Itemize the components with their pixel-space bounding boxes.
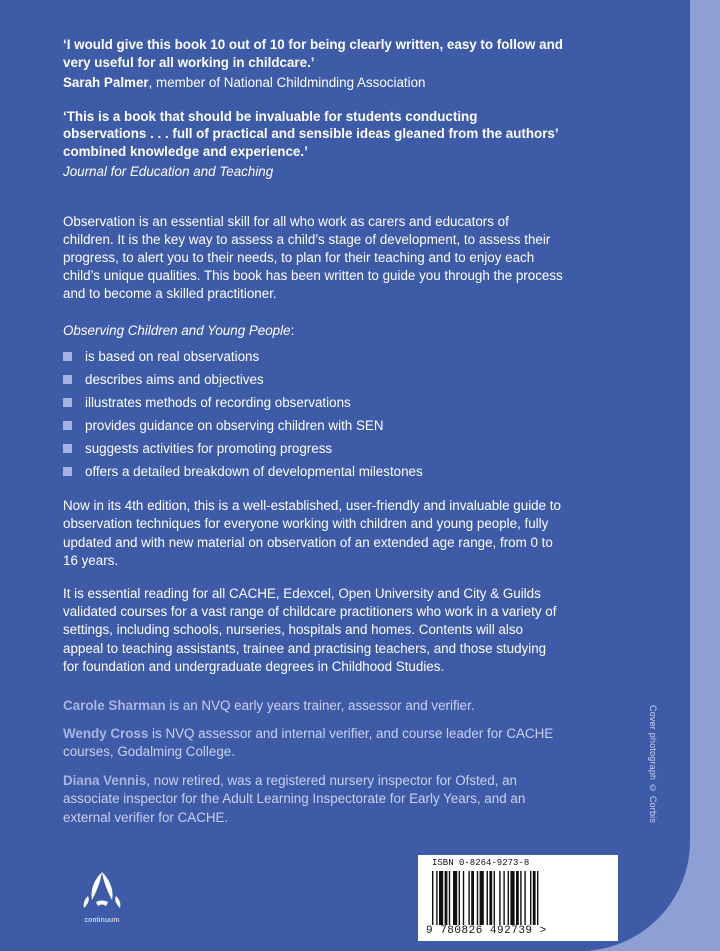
- author-bio-text: , now retired, was a registered nursery inspector for Ofsted, an associate inspector for the Adult Learning Inspectorate for Early Years, and an external verifier for CACHE.: [63, 772, 526, 825]
- list-item-text: provides guidance on observing children with SEN: [85, 418, 384, 434]
- quote-1-name: Sarah Palmer: [63, 75, 149, 90]
- square-bullet-icon: [63, 421, 72, 430]
- list-item: [63, 460, 563, 483]
- book-title: Observing Children and Young People: [63, 322, 291, 338]
- quote-1-attribution: [63, 74, 563, 92]
- list-item: [63, 391, 563, 414]
- intro-paragraph: Observation is an essential skill for all who work as carers and educators of children. It is the key way to assess a child’s stage of development, to assess their progress, to alert you to their needs, to plan for their teaching and to enjoy each child’s unique qualities. This book has been written to guide you through the process and to become a skilled practitioner.: [63, 213, 563, 302]
- author-bio-text: is an NVQ early years trainer, assessor and verifier.: [165, 697, 475, 713]
- author-bio-text: is NVQ assessor and internal verifier, and course leader for CACHE courses, Godalming College.: [63, 726, 554, 760]
- list-item-text: is based on real observations: [85, 349, 260, 365]
- square-bullet-icon: [63, 467, 72, 476]
- author-name: Carole Sharman: [63, 697, 166, 713]
- list-item-text: suggests activities for promoting progress: [85, 441, 333, 457]
- isbn-barcode-digits: 9 780826 492739 >: [426, 925, 547, 937]
- list-item: [63, 368, 563, 391]
- square-bullet-icon: [63, 375, 72, 384]
- publisher-logo: [80, 870, 124, 924]
- book-title-colon: :: [290, 322, 295, 338]
- author-name: Wendy Cross: [63, 726, 149, 742]
- isbn-label: ISBN 0-8264-9273-8: [432, 858, 530, 868]
- list-item-text: offers a detailed breakdown of developmental milestones: [85, 464, 423, 480]
- square-bullet-icon: [63, 444, 72, 453]
- square-bullet-icon: [63, 398, 72, 407]
- cover-photo-credit: Cover photograph © Corbis: [648, 705, 658, 824]
- quote-2-source: Journal for Education and Teaching: [63, 164, 274, 179]
- author-bio: [63, 725, 563, 762]
- barcode-icon: [432, 871, 608, 925]
- list-item: [63, 437, 563, 460]
- author-bios: [63, 697, 563, 827]
- barcode-panel: [418, 855, 618, 941]
- quote-1-role: , member of National Childminding Association: [148, 75, 426, 90]
- edition-paragraph: Now in its 4th edition, this is a well-established, user-friendly and invaluable guide to observation techniques for everyone working with children and young people, fully updated and with new material on observation of an extended age range, from 0 to 16 years.: [63, 498, 561, 569]
- list-item-text: illustrates methods of recording observations: [85, 395, 351, 411]
- blurb-content: [63, 36, 563, 837]
- book-title-line: [63, 322, 563, 340]
- publisher-name: continuum: [84, 917, 120, 924]
- author-bio: [63, 697, 563, 715]
- list-item: [63, 345, 563, 368]
- author-name: Diana Vennis: [63, 772, 147, 788]
- continuum-logo-icon: [80, 870, 124, 910]
- list-item: [63, 414, 563, 437]
- quote-1-text: ‘I would give this book 10 out of 10 for being clearly written, easy to follow and very useful for all working in childcare.’: [63, 37, 563, 70]
- square-bullet-icon: [63, 352, 72, 361]
- list-item-text: describes aims and objectives: [85, 372, 264, 388]
- audience-paragraph: It is essential reading for all CACHE, Edexcel, Open University and City & Guilds validated courses for a vast range of childcare practitioners who work in a variety of settings, including schools, nurseries, hospitals and homes. Contents will also appeal to teaching assistants, trainee and practising teachers, and those studying for foundation and undergraduate degrees in Childhood Studies.: [63, 585, 557, 675]
- feature-list: [63, 345, 563, 483]
- quote-2-text: ‘This is a book that should be invaluable for students conducting observations . . . full of practical and sensible ideas gleaned from the authors’ combined knowledge and experience.’: [63, 108, 558, 159]
- author-bio: [63, 772, 563, 827]
